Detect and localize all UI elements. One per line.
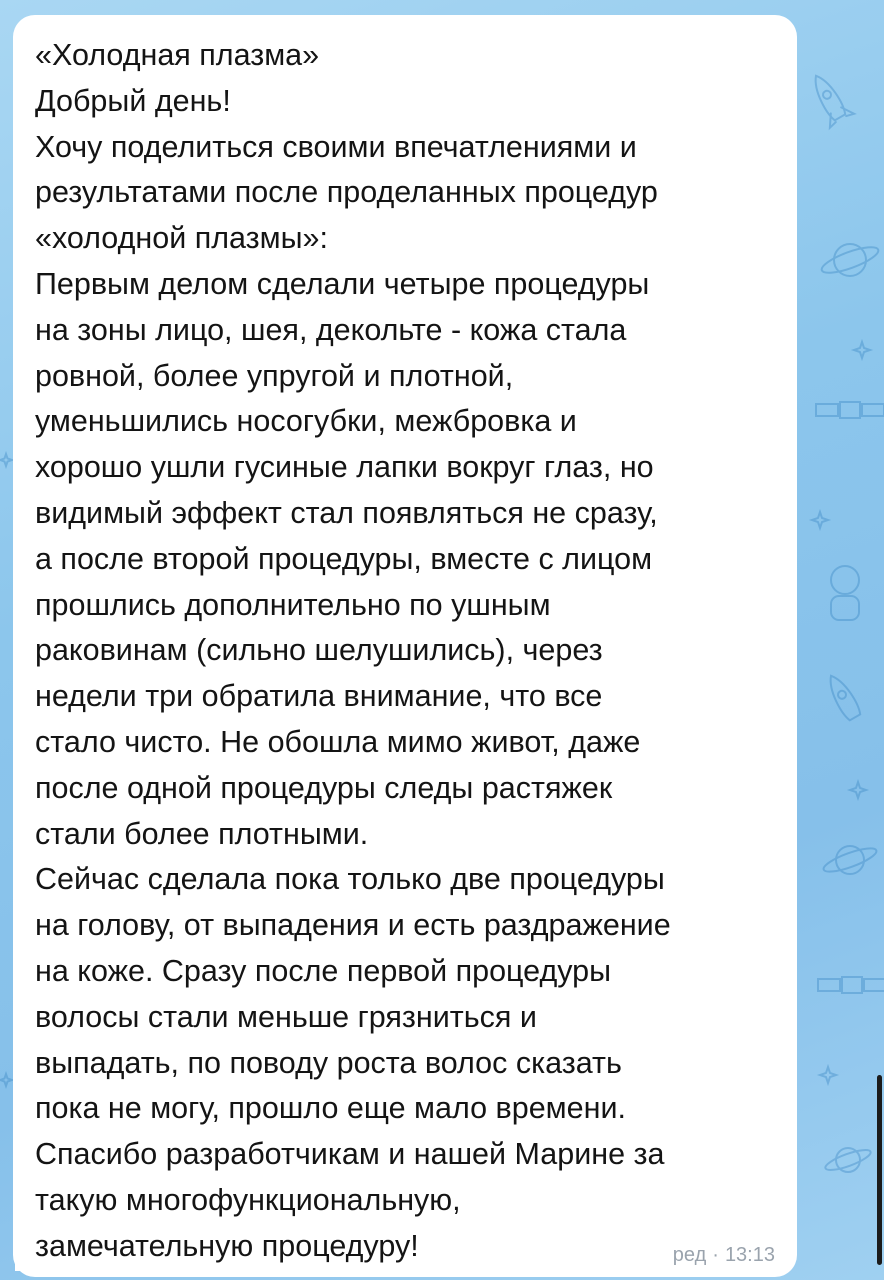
star-icon xyxy=(812,512,828,528)
message-meta xyxy=(673,1244,775,1267)
message-line: раковинам (сильно шелушились), через xyxy=(35,633,603,668)
message-line: «Холодная плазма» xyxy=(35,38,320,72)
message-line: Хочу поделиться своими впечатлениями и xyxy=(35,129,637,164)
edited-label: ред xyxy=(672,1244,707,1266)
planet-icon xyxy=(823,1146,872,1174)
message-line: на коже. Сразу после первой процедуры xyxy=(35,953,612,988)
star-icon xyxy=(850,782,866,798)
rocket-icon xyxy=(804,69,854,128)
message-text xyxy=(35,33,785,1270)
rocket-icon xyxy=(824,672,863,722)
planet-icon xyxy=(821,844,878,876)
message-line: Добрый день! xyxy=(35,83,231,118)
message-line: на зоны лицо, шея, декольте - кожа стала xyxy=(35,312,627,347)
message-line: на голову, от выпадения и есть раздражение xyxy=(35,908,671,943)
star-icon xyxy=(0,454,12,466)
message-line: стали более плотными. xyxy=(35,816,369,851)
message-line: а после второй процедуры, вместе с лицом xyxy=(35,541,653,576)
message-line: прошлись дополнительно по ушным xyxy=(35,587,551,622)
message-line: замечательную процедуру! xyxy=(35,1228,419,1263)
message-line: Сейчас сделала пока только две процедуры xyxy=(35,862,665,897)
message-line: Спасибо разработчикам и нашей Марине за xyxy=(35,1137,665,1172)
message-line: уменьшились носогубки, межбровка и xyxy=(35,404,577,439)
astronaut-icon xyxy=(831,566,859,620)
message-line: выпадать, по поводу роста волос сказать xyxy=(35,1045,622,1080)
message-line: Первым делом сделали четыре процедуры xyxy=(35,266,650,301)
message-line: видимый эффект стал появляться не сразу, xyxy=(35,495,658,530)
satellite-icon xyxy=(816,402,884,418)
message-line: пока не могу, прошло еще мало времени. xyxy=(35,1091,626,1126)
star-icon xyxy=(854,342,870,358)
star-icon xyxy=(0,1074,12,1086)
message-bubble[interactable] xyxy=(13,15,797,1277)
message-time: 13:13 xyxy=(724,1244,775,1266)
message-line: хорошо ушли гусиные лапки вокруг глаз, но xyxy=(35,450,654,485)
message-line: волосы стали меньше грязниться и xyxy=(35,999,537,1034)
message-line: ровной, более упругой и плотной, xyxy=(35,358,514,393)
planet-icon xyxy=(819,242,881,278)
meta-separator: · xyxy=(712,1244,719,1266)
scrollbar[interactable] xyxy=(877,1075,882,1265)
bubble-tail xyxy=(15,1249,37,1271)
message-line: такую многофункциональную, xyxy=(35,1182,461,1217)
satellite-icon xyxy=(818,977,884,993)
message-line: недели три обратила внимание, что все xyxy=(35,679,603,714)
message-line: «холодной плазмы»: xyxy=(35,221,328,256)
star-icon xyxy=(820,1067,836,1083)
message-line: стало чисто. Не обошла мимо живот, даже xyxy=(35,724,641,759)
message-line: результатами после проделанных процедур xyxy=(35,175,658,210)
message-line: после одной процедуры следы растяжек xyxy=(35,770,613,805)
